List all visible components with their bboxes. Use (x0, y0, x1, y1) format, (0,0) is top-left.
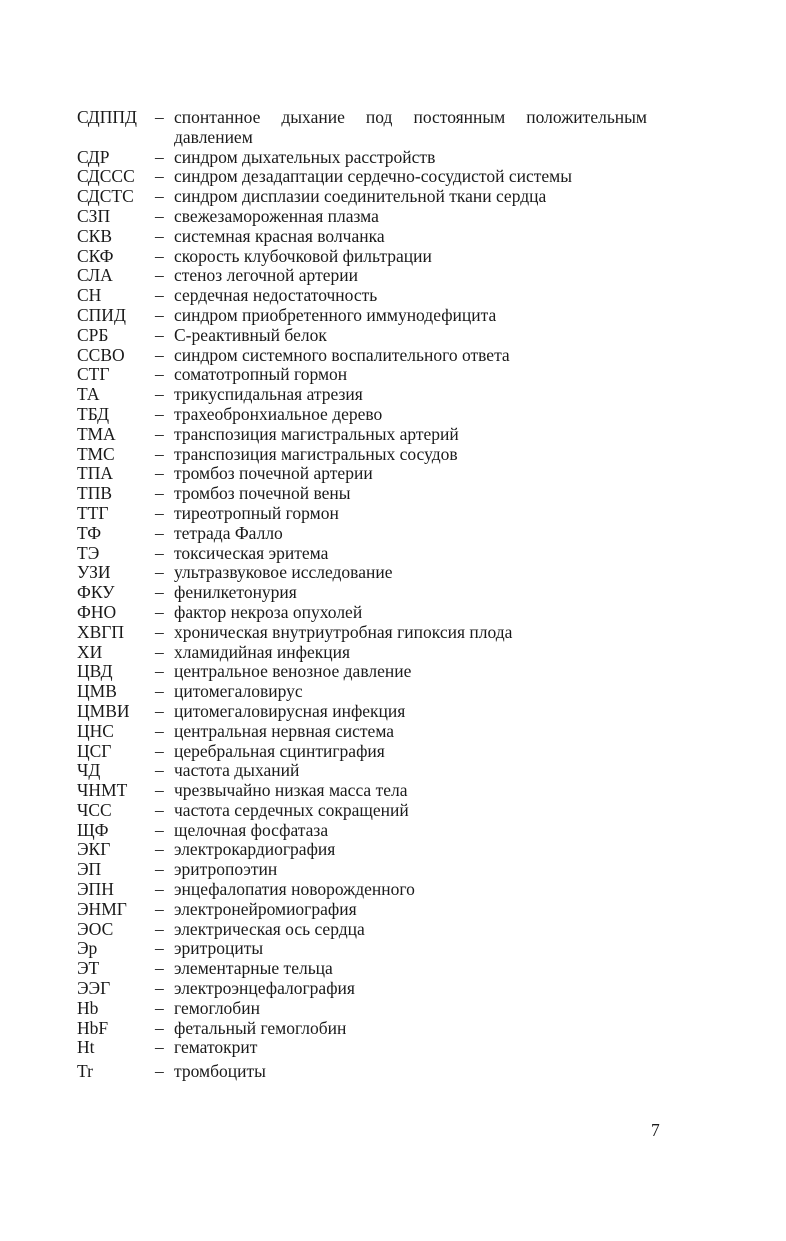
abbreviation-term: ЭЭГ (77, 978, 111, 999)
abbreviation-term: СДССС (77, 166, 135, 187)
entry-dash: – (155, 720, 164, 741)
abbreviation-entry (77, 603, 647, 623)
entry-dash: – (155, 1037, 164, 1058)
abbreviation-entry (77, 623, 647, 643)
abbreviation-definition: синдром системного воспалительного ответа (174, 344, 510, 365)
abbreviation-term: СКВ (77, 225, 113, 246)
abbreviation-definition: чрезвычайно низкая масса тела (174, 780, 408, 801)
abbreviation-term: ЧСС (77, 799, 112, 820)
entry-dash: – (155, 483, 164, 504)
entry-dash: – (155, 364, 164, 385)
entry-dash: – (155, 304, 164, 325)
entry-dash: – (155, 1061, 164, 1082)
abbreviation-entry (77, 860, 647, 880)
abbreviation-definition: энцефалопатия новорожденного (174, 879, 415, 900)
abbreviation-term: ЭТ (77, 958, 100, 979)
entry-dash: – (155, 799, 164, 820)
abbreviation-term: СДР (77, 146, 110, 167)
entry-dash: – (155, 265, 164, 286)
abbreviation-definition: тетрада Фалло (174, 522, 283, 543)
abbreviation-term: Tr (77, 1061, 93, 1082)
abbreviation-definition: синдром приобретенного иммунодефицита (174, 304, 497, 325)
entry-dash: – (155, 601, 164, 622)
abbreviation-entry (77, 108, 647, 148)
abbreviation-entry (77, 464, 647, 484)
abbreviation-entry (77, 326, 647, 346)
abbreviation-entry (77, 722, 647, 742)
abbreviation-definition: гемоглобин (174, 997, 260, 1018)
abbreviation-entry (77, 801, 647, 821)
abbreviation-definition: частота сердечных сокращений (174, 799, 409, 820)
abbreviation-entry (77, 702, 647, 722)
abbreviation-entry (77, 346, 647, 366)
entry-dash: – (155, 879, 164, 900)
abbreviation-entry (77, 385, 647, 405)
abbreviation-term: ЦМВИ (77, 700, 130, 721)
abbreviation-entry (77, 405, 647, 425)
abbreviation-definition: эритроциты (174, 938, 264, 959)
abbreviation-definition: соматотропный гормон (174, 364, 348, 385)
abbreviation-term: ЭНМГ (77, 898, 127, 919)
abbreviation-entry (77, 939, 647, 959)
abbreviation-term: СН (77, 285, 102, 306)
entry-dash: – (155, 938, 164, 959)
abbreviation-term: ЧНМТ (77, 780, 128, 801)
entry-dash: – (155, 107, 164, 127)
abbreviation-definition: эритропоэтин (174, 859, 278, 880)
entry-dash: – (155, 166, 164, 187)
entry-dash: – (155, 1017, 164, 1038)
abbreviation-term: ССВО (77, 344, 125, 365)
abbreviation-term: ЧД (77, 760, 101, 781)
abbreviation-definition: фетальный гемоглобин (174, 1017, 347, 1038)
abbreviation-definition: церебральная сцинтиграфия (174, 740, 385, 761)
abbreviation-definition: цитомегаловирусная инфекция (174, 700, 406, 721)
abbreviation-entry (77, 880, 647, 900)
entry-dash: – (155, 423, 164, 444)
abbreviation-term: ТТГ (77, 502, 109, 523)
abbreviation-term: СДППД (77, 107, 137, 127)
abbreviation-term: СЛА (77, 265, 113, 286)
abbreviation-entry (77, 207, 647, 227)
abbreviation-term: ЦВД (77, 661, 113, 682)
entry-dash: – (155, 205, 164, 226)
entry-dash: – (155, 997, 164, 1018)
abbreviation-term: ТМС (77, 443, 115, 464)
abbreviation-definition: хроническая внутриутробная гипоксия плода (174, 621, 513, 642)
abbreviation-entry (77, 821, 647, 841)
abbreviation-definition: синдром дезадаптации сердечно-сосудистой системы (174, 166, 572, 187)
entry-dash: – (155, 918, 164, 939)
abbreviation-term: ХВГП (77, 621, 125, 642)
entry-dash: – (155, 780, 164, 801)
entry-dash: – (155, 324, 164, 345)
abbreviation-definition: гематокрит (174, 1037, 258, 1058)
abbreviation-term: ЭПН (77, 879, 114, 900)
abbreviation-definition: тромбоциты (174, 1061, 266, 1082)
definition-line-2: давлением (174, 126, 253, 147)
abbreviation-definition: транспозиция магистральных сосудов (174, 443, 458, 464)
abbreviation-definition: свежезамороженная плазма (174, 205, 379, 226)
abbreviation-entry (77, 999, 647, 1019)
abbreviation-term: Эр (77, 938, 98, 959)
abbreviation-definition: системная красная волчанка (174, 225, 385, 246)
entry-dash: – (155, 562, 164, 583)
abbreviation-list (77, 108, 647, 1082)
abbreviation-definition: частота дыханий (174, 760, 300, 781)
abbreviation-entry (77, 959, 647, 979)
abbreviation-term: ЦСГ (77, 740, 112, 761)
entry-dash: – (155, 621, 164, 642)
abbreviation-term: HbF (77, 1017, 109, 1038)
abbreviation-entry (77, 979, 647, 999)
entry-dash: – (155, 463, 164, 484)
abbreviation-entry (77, 920, 647, 940)
abbreviation-entry (77, 781, 647, 801)
entry-dash: – (155, 819, 164, 840)
abbreviation-entry (77, 227, 647, 247)
abbreviation-term: СПИД (77, 304, 126, 325)
abbreviation-term: СДСТС (77, 186, 134, 207)
abbreviation-definition (174, 108, 647, 148)
abbreviation-entry (77, 306, 647, 326)
entry-dash: – (155, 542, 164, 563)
abbreviation-entry (77, 544, 647, 564)
abbreviation-entry (77, 148, 647, 168)
entry-dash: – (155, 522, 164, 543)
abbreviation-definition: токсическая эритема (174, 542, 329, 563)
entry-dash: – (155, 859, 164, 880)
abbreviation-entry (77, 840, 647, 860)
abbreviation-definition: стеноз легочной артерии (174, 265, 358, 286)
abbreviation-definition: скорость клубочковой фильтрации (174, 245, 432, 266)
abbreviation-entry (77, 900, 647, 920)
abbreviation-term: ЦМВ (77, 681, 117, 702)
abbreviation-term: Hb (77, 997, 99, 1018)
abbreviation-definition: центральное венозное давление (174, 661, 412, 682)
entry-dash: – (155, 839, 164, 860)
entry-dash: – (155, 958, 164, 979)
abbreviation-definition: синдром дисплазии соединительной ткани сердца (174, 186, 547, 207)
abbreviation-definition: фактор некроза опухолей (174, 601, 363, 622)
abbreviation-entry (77, 761, 647, 781)
abbreviation-definition: электрическая ось сердца (174, 918, 365, 939)
abbreviation-term: ЭП (77, 859, 102, 880)
abbreviation-entry (77, 583, 647, 603)
abbreviation-definition: электроэнцефалография (174, 978, 355, 999)
abbreviation-term: ТПА (77, 463, 113, 484)
abbreviation-entry (77, 662, 647, 682)
entry-dash: – (155, 146, 164, 167)
abbreviation-definition: тиреотропный гормон (174, 502, 339, 523)
abbreviation-entry (77, 247, 647, 267)
abbreviation-definition: С-реактивный белок (174, 324, 327, 345)
abbreviation-entry (77, 643, 647, 663)
abbreviation-entry (77, 682, 647, 702)
abbreviation-entry (77, 524, 647, 544)
entry-dash: – (155, 443, 164, 464)
abbreviation-definition: тромбоз почечной вены (174, 483, 351, 504)
abbreviation-definition: электрокардиография (174, 839, 336, 860)
abbreviation-term: ЭОС (77, 918, 114, 939)
abbreviation-entry (77, 445, 647, 465)
abbreviation-term: ТМА (77, 423, 116, 444)
entry-dash: – (155, 740, 164, 761)
abbreviation-term: ЩФ (77, 819, 109, 840)
abbreviation-entry (77, 167, 647, 187)
abbreviation-definition: цитомегаловирус (174, 681, 303, 702)
entry-dash: – (155, 978, 164, 999)
abbreviation-term: ХИ (77, 641, 103, 662)
abbreviation-entry (77, 187, 647, 207)
abbreviation-entry (77, 742, 647, 762)
abbreviation-entry (77, 365, 647, 385)
abbreviation-term: ЦНС (77, 720, 114, 741)
entry-dash: – (155, 186, 164, 207)
abbreviation-term: ЭКГ (77, 839, 111, 860)
abbreviation-definition: трахеобронхиальное дерево (174, 403, 383, 424)
entry-dash: – (155, 760, 164, 781)
entry-dash: – (155, 641, 164, 662)
entry-dash: – (155, 661, 164, 682)
abbreviation-entry (77, 563, 647, 583)
abbreviation-term: ТПВ (77, 483, 112, 504)
abbreviation-entry (77, 266, 647, 286)
entry-dash: – (155, 582, 164, 603)
abbreviation-entry (77, 1038, 647, 1058)
abbreviation-term: ФКУ (77, 582, 115, 603)
definition-line-1: спонтанное дыхание под постоянным положительным (174, 107, 647, 127)
abbreviation-definition: щелочная фосфатаза (174, 819, 329, 840)
abbreviation-definition: центральная нервная система (174, 720, 395, 741)
abbreviation-term: СТГ (77, 364, 110, 385)
abbreviation-definition: элементарные тельца (174, 958, 333, 979)
abbreviation-definition: хламидийная инфекция (174, 641, 350, 662)
abbreviation-entry (77, 1019, 647, 1039)
entry-dash: – (155, 502, 164, 523)
abbreviation-definition: сердечная недостаточность (174, 285, 378, 306)
abbreviation-definition: электронейромиография (174, 898, 357, 919)
abbreviation-definition: ультразвуковое исследование (174, 562, 393, 583)
abbreviation-entry (77, 504, 647, 524)
abbreviation-definition: транспозиция магистральных артерий (174, 423, 459, 444)
abbreviation-entry (77, 484, 647, 504)
abbreviation-entry (77, 286, 647, 306)
entry-dash: – (155, 344, 164, 365)
abbreviation-definition: трикуспидальная атрезия (174, 384, 363, 405)
abbreviation-term: СРБ (77, 324, 109, 345)
page-number: 7 (651, 1120, 660, 1140)
entry-dash: – (155, 700, 164, 721)
abbreviation-term: СКФ (77, 245, 114, 266)
entry-dash: – (155, 384, 164, 405)
abbreviation-entry (77, 1062, 647, 1082)
abbreviation-term: СЗП (77, 205, 111, 226)
entry-dash: – (155, 403, 164, 424)
entry-dash: – (155, 285, 164, 306)
abbreviation-term: УЗИ (77, 562, 111, 583)
entry-dash: – (155, 225, 164, 246)
entry-dash: – (155, 681, 164, 702)
entry-dash: – (155, 898, 164, 919)
abbreviation-entry (77, 425, 647, 445)
abbreviation-term: ФНО (77, 601, 117, 622)
abbreviation-definition: синдром дыхательных расстройств (174, 146, 436, 167)
abbreviation-term: ТА (77, 384, 100, 405)
abbreviation-term: ТФ (77, 522, 102, 543)
abbreviation-definition: фенилкетонурия (174, 582, 297, 603)
entry-dash: – (155, 245, 164, 266)
abbreviation-definition: тромбоз почечной артерии (174, 463, 373, 484)
abbreviation-term: ТБД (77, 403, 110, 424)
abbreviation-term: Ht (77, 1037, 95, 1058)
abbreviation-term: ТЭ (77, 542, 100, 563)
